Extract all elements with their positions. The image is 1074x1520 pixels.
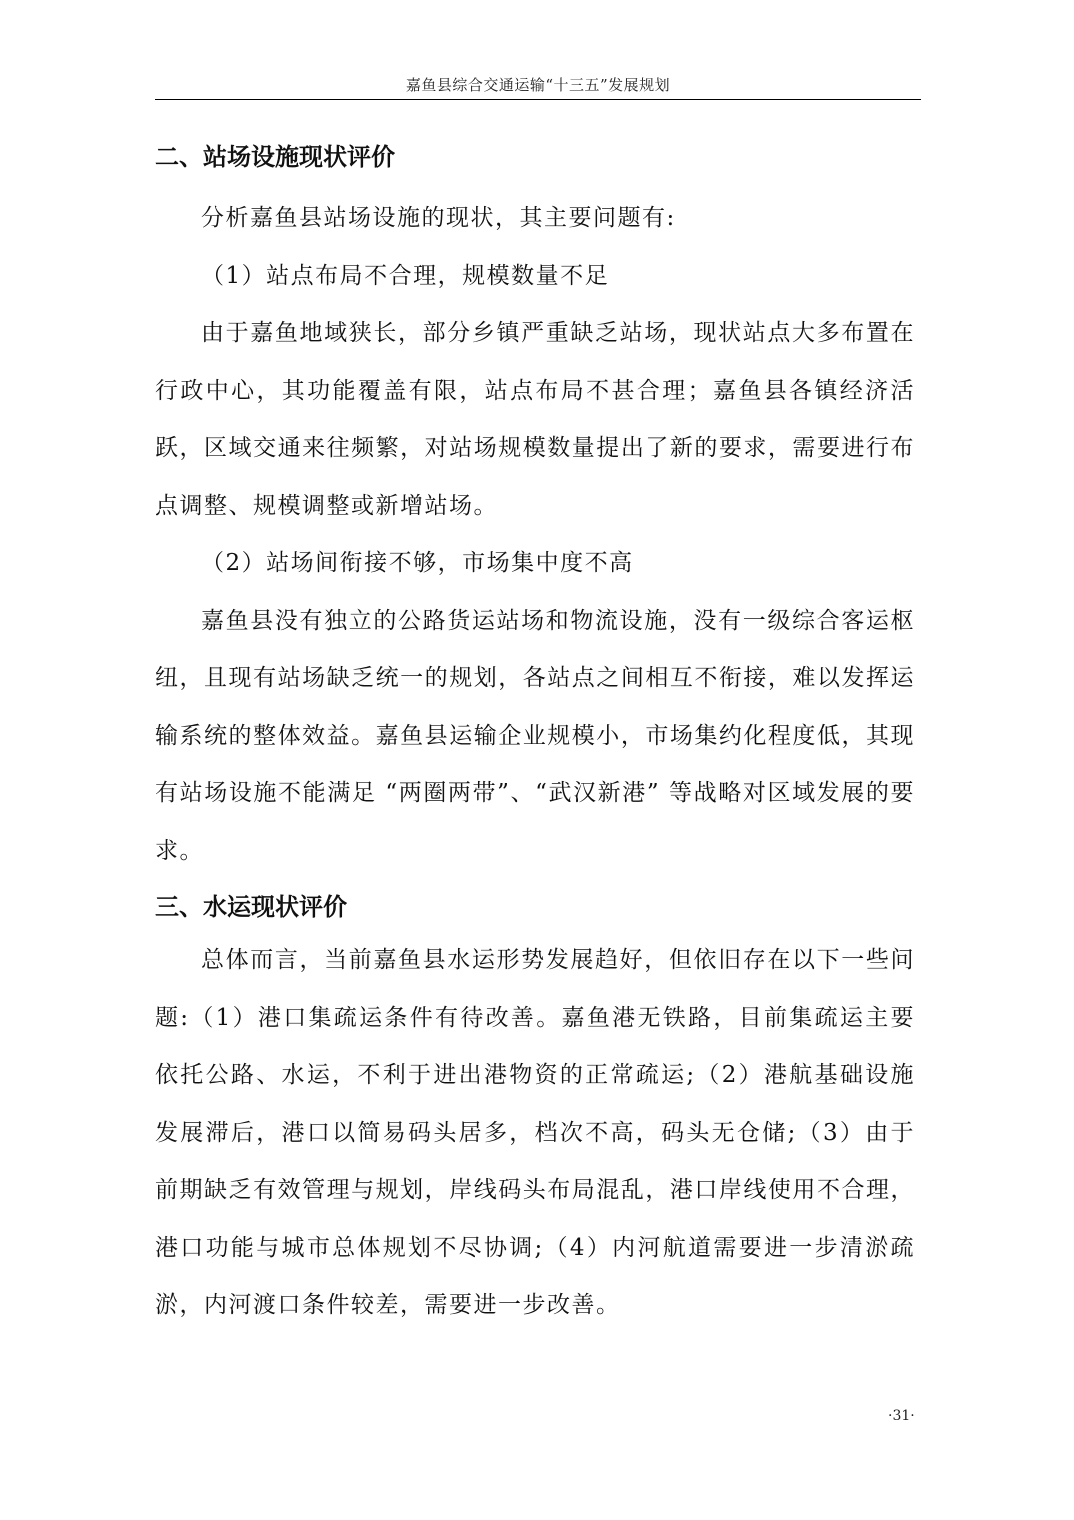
header-rule [155,99,921,100]
section-heading-station-facilities: 二、站场设施现状评价 [155,143,395,171]
paragraph-problem-1-title: （1）站点布局不合理，规模数量不足 [201,262,610,289]
running-header: 嘉鱼县综合交通运输“十三五”发展规划 [405,76,671,94]
paragraph-intro: 分析嘉鱼县站场设施的现状，其主要问题有: [201,205,676,231]
section-heading-water-transport: 三、水运现状评价 [155,893,347,921]
paragraph-water-transport-body: 总体而言，当前嘉鱼县水运形势发展趋好，但依旧存在以下一些问题:（1）港口集疏运条件有待改善。嘉鱼港无铁路，目前集疏运主要依托公路、水运，不利于进出港物资的正常疏运;（2）港航基础设施发展滞后，港口以简易码头居多，档次不高，码头无仓储;（3）由于前期缺乏有效管理与规划，岸线码头布局混乱，港口岸线使用不合理，港口功能与城市总体规划不尽协调;（4）内河航道需要进一步清淤疏淤，内河渡口条件较差，需要进一步改善。 [155,947,915,1318]
page-number: ·31· [888,1408,915,1424]
paragraph-problem-2-body: 嘉鱼县没有独立的公路货运站场和物流设施，没有一级综合客运枢纽，且现有站场缺乏统一的规划，各站点之间相互不衔接，难以发挥运输系统的整体效益。嘉鱼县运输企业规模小，市场集约化程度低，其现有站场设施不能满足 “两圈两带”、“武汉新港” 等战略对区域发展的要求。 [155,607,915,864]
paragraph-problem-2-title: （2）站场间衔接不够，市场集中度不高 [201,550,634,576]
paragraph-problem-1-body: 由于嘉鱼地域狭长，部分乡镇严重缺乏站场，现状站点大多布置在行政中心，其功能覆盖有限，站点布局不甚合理；嘉鱼县各镇经济活跃，区域交通来往频繁，对站场规模数量提出了新的要求，需要进行布点调整、规模调整或新增站场。 [155,320,915,519]
page-content [155,132,915,1335]
